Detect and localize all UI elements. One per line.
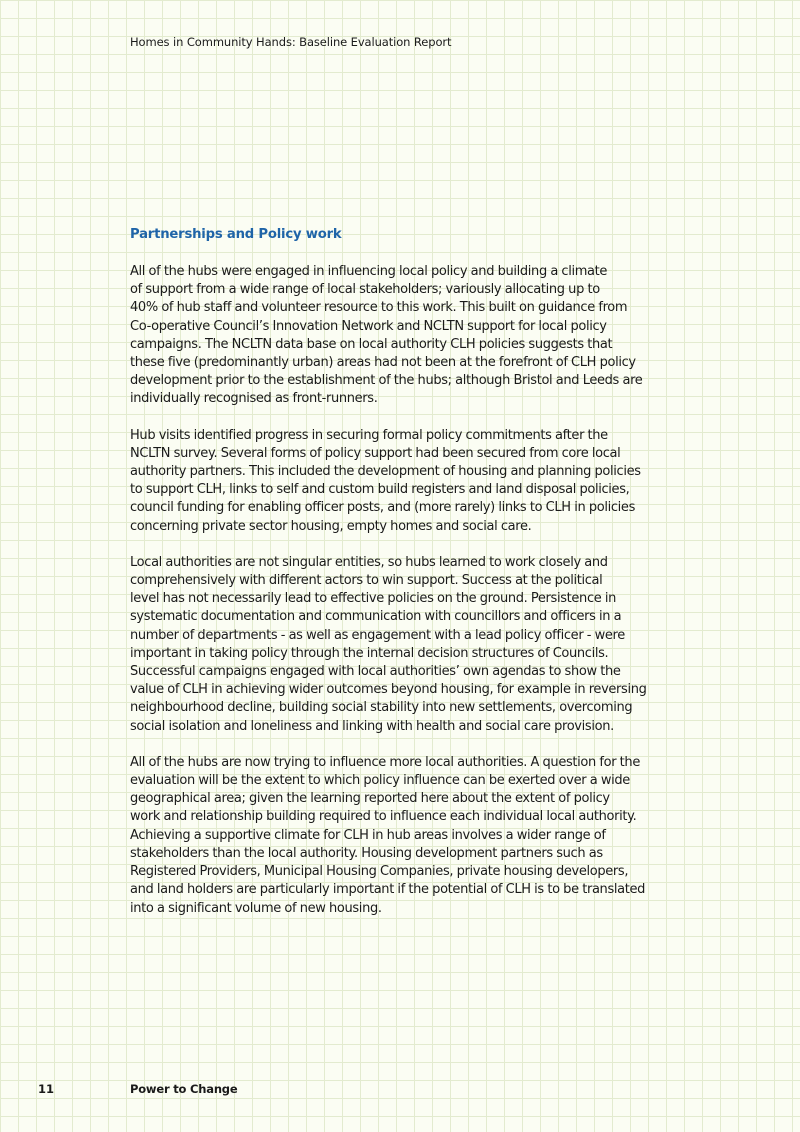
text-line: work and relationship building required to influence each individual local authority. (130, 809, 637, 825)
text-line: stakeholders than the local authority. Housing development partners such as (130, 845, 603, 861)
text-line: Registered Providers, Municipal Housing Companies, private housing developers, (130, 864, 629, 880)
text-line: Achieving a supportive climate for CLH in hub areas involves a wider range of (130, 827, 606, 843)
text-line: value of CLH in achieving wider outcomes beyond housing, for example in reversing (130, 682, 647, 698)
text-line: to support CLH, links to self and custom build registers and land disposal policies, (130, 482, 630, 498)
text-line: Hub visits identified progress in securing formal policy commitments after the (130, 427, 608, 443)
text-line: these five (predominantly urban) areas had not been at the forefront of CLH policy (130, 355, 636, 371)
text-line: 40% of hub staff and volunteer resource to this work. This built on guidance from (130, 300, 628, 316)
paragraph-4 (130, 754, 675, 918)
text-line: individually recognised as front-runners. (130, 391, 378, 407)
text-line: council funding for enabling officer posts, and (more rarely) links to CLH in policies (130, 500, 635, 516)
page-number: 11 (38, 1082, 55, 1096)
text-line: evaluation will be the extent to which policy influence can be exerted over a wide (130, 773, 630, 789)
text-line: important in taking policy through the internal decision structures of Councils. (130, 645, 609, 661)
text-line: and land holders are particularly important if the potential of CLH is to be translated (130, 882, 646, 898)
text-line: Local authorities are not singular entities, so hubs learned to work closely and (130, 554, 608, 570)
paragraph-2 (130, 427, 675, 536)
text-line: comprehensively with different actors to win support. Success at the political (130, 573, 603, 589)
text-line: NCLTN survey. Several forms of policy support had been secured from core local (130, 445, 621, 461)
text-line: social isolation and loneliness and linking with health and social care provision. (130, 718, 614, 734)
paragraph-1 (130, 263, 675, 409)
text-line: development prior to the establishment of the hubs; although Bristol and Leeds are (130, 373, 643, 389)
text-line: level has not necessarily lead to effective policies on the ground. Persistence in (130, 591, 617, 607)
text-line: number of departments - as well as engagement with a lead policy officer - were (130, 627, 625, 643)
text-line: concerning private sector housing, empty homes and social care. (130, 518, 532, 534)
paragraph-3 (130, 554, 675, 736)
text-line: neighbourhood decline, building social stability into new settlements, overcoming (130, 700, 633, 716)
text-line: of support from a wide range of local stakeholders; variously allocating up to (130, 282, 600, 298)
text-line: All of the hubs were engaged in influencing local policy and building a climate (130, 264, 608, 279)
footer-brand: Power to Change (130, 1082, 238, 1096)
text-line: authority partners. This included the development of housing and planning policies (130, 464, 641, 480)
text-line: geographical area; given the learning reported here about the extent of policy (130, 791, 610, 807)
section-heading: Partnerships and Policy work (130, 227, 342, 242)
text-line: into a significant volume of new housing. (130, 900, 382, 916)
text-line: All of the hubs are now trying to influence more local authorities. A question for the (130, 754, 640, 770)
text-line: Successful campaigns engaged with local authorities’ own agendas to show the (130, 664, 621, 680)
text-line: campaigns. The NCLTN data base on local authority CLH policies suggests that (130, 336, 613, 352)
main-content (130, 226, 675, 936)
running-header-title: Homes in Community Hands: Baseline Evaluation Report (130, 35, 452, 49)
text-line: Co-operative Council’s Innovation Network and NCLTN support for local policy (130, 318, 607, 334)
text-line: systematic documentation and communication with councillors and officers in a (130, 609, 622, 625)
